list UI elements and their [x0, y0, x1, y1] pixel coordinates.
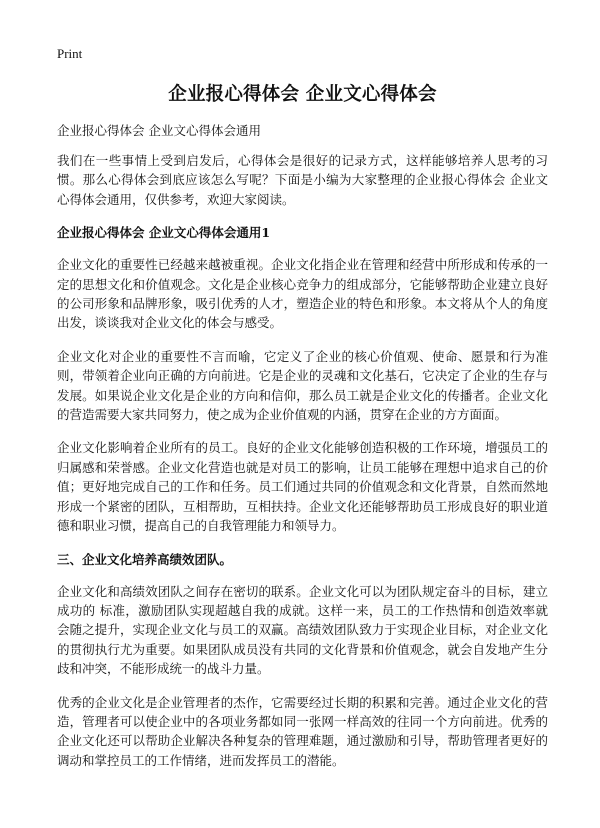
section-heading-2: 三、企业文化培养高绩效团队。	[57, 551, 233, 567]
intro-paragraph: 我们在一些事情上受到启发后，心得体会是很好的记录方式，这样能够培养人思考的习惯。那么心得体会到底应该怎么写呢？下面是小编为大家整理的企业报心得体会 企业文心得体会通用，仅供参考，欢迎大家阅读。	[57, 153, 548, 207]
subtitle: 企业报心得体会 企业文心得体会通用	[57, 123, 261, 138]
body-paragraph: 企业文化和高绩效团队之间存在密切的联系。企业文化可以为团队规定奋斗的目标，建立成功的 标准，激励团队实现超越自我的成就。这样一来，员工的工作热情和创造效率就会随之提升，实现企业文化与员工的双赢。高绩效团队致力于实现企业目标，对企业文化的贯彻执行尤为重要。如果团队成员没有共同的文化背景和价值观念，就会自发地产生分歧和冲突，不能形成统一的战斗力量。	[57, 583, 548, 677]
page-title: 企业报心得体会 企业文心得体会	[168, 84, 437, 105]
body-paragraph: 企业文化对企业的重要性不言而喻，它定义了企业的核心价值观、使命、愿景和行为准则，带领着企业向正确的方向前进。它是企业的灵魂和文化基石，它决定了企业的生存与发展。如果说企业文化是企业的方向和信仰，那么员工就是企业文化的传播者。企业文化的营造需要大家共同努力，使之成为企业价值观的内涵，贯穿在企业的方方面面。	[57, 348, 548, 423]
section-heading-1: 企业报心得体会 企业文心得体会通用1	[57, 225, 271, 241]
body-paragraph: 企业文化的重要性已经越来越被重视。企业文化指企业在管理和经营中所形成和传承的一定的思想文化和价值观念。文化是企业核心竞争力的组成部分，它能够帮助企业建立良好的公司形象和品牌形象，吸引优秀的人才，塑造企业的特色和形象。本文将从个人的角度出发，谈谈我对企业文化的体会与感受。	[57, 257, 548, 331]
body-paragraph: 优秀的企业文化是企业管理者的杰作，它需要经过长期的积累和完善。通过企业文化的营造，管理者可以使企业中的各项业务都如同一张网一样高效的往同一个方向前进。优秀的企业文化还可以帮助企业解决各种复杂的管理难题，通过激励和引导，帮助管理者更好的调动和掌控员工的工作情绪，进而发挥员工的潜能。	[57, 694, 548, 768]
print-label: Print	[57, 46, 83, 61]
body-paragraph: 企业文化影响着企业所有的员工。良好的企业文化能够创造积极的工作环境，增强员工的归属感和荣誉感。企业文化营造也就是对员工的影响，让员工能够在理想中追求自己的价值；更好地完成自己的工作和任务。员工们通过共同的价值观念和文化背景，自然而然地形成一个紧密的团队，互相帮助，互相扶持。企业文化还能够帮助员工形成良好的职业道德和职业习惯，提高自己的自我管理能力和领导力。	[57, 440, 548, 534]
